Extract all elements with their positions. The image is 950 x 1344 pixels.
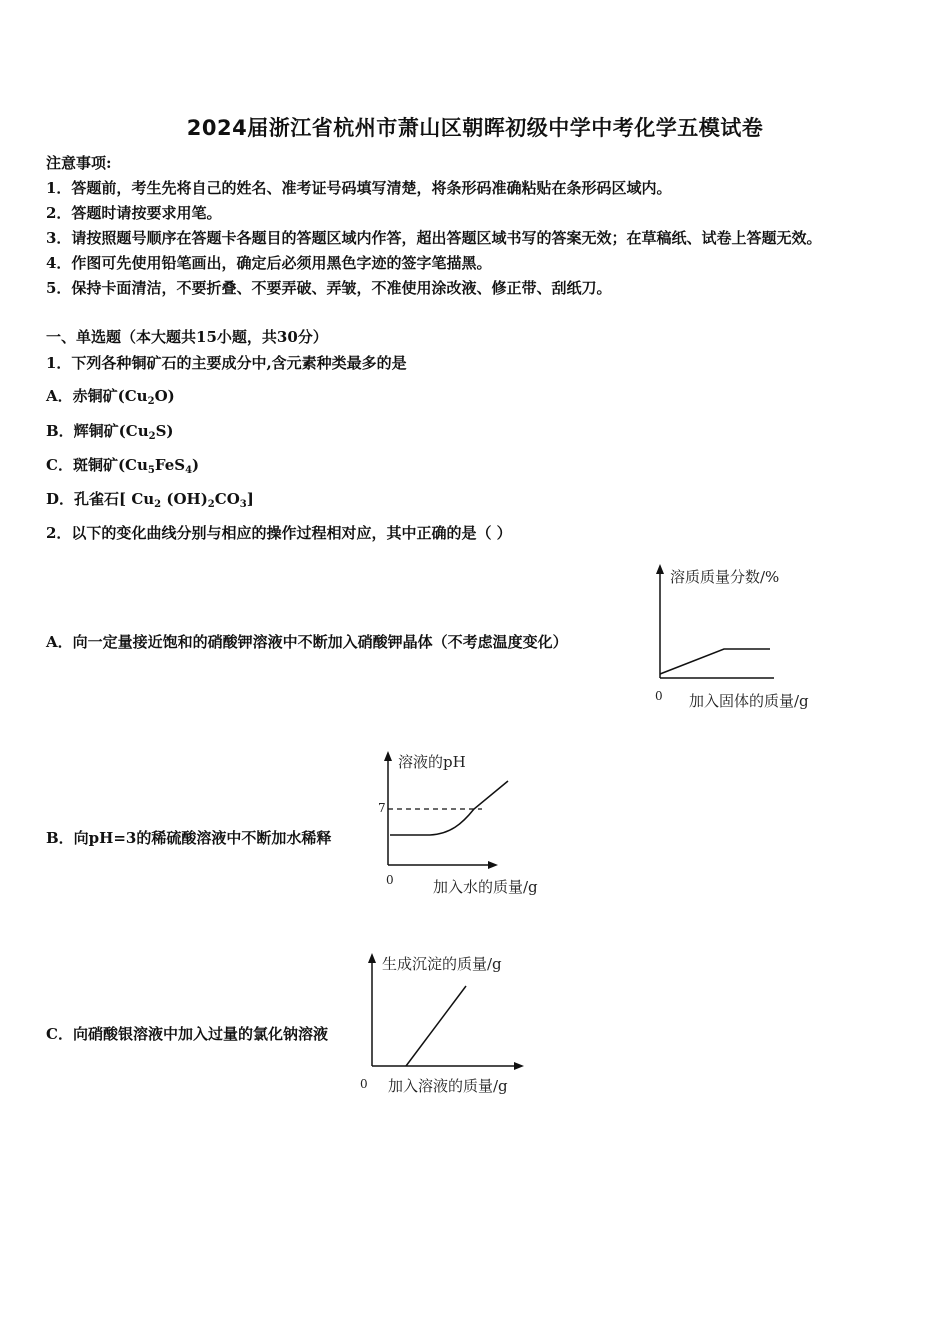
graph-c-origin: 0 xyxy=(360,1077,368,1091)
q1-option-c: C．斑铜矿$(Cu_5FeS_4)$ xyxy=(46,456,200,476)
graph-c-curve xyxy=(406,986,466,1066)
q1-option-a: A．赤铜矿$(Cu_2O)$ xyxy=(46,387,175,407)
graph-a-curve xyxy=(660,649,770,674)
notice-item-2: 2．答题时请按要求用笔。 xyxy=(46,204,222,222)
graph-c-ylabel: 生成沉淀的质量/g xyxy=(382,955,502,973)
graph-b-y-arrow xyxy=(384,751,392,761)
graph-a-ylabel: 溶质质量分数/% xyxy=(670,568,780,586)
section-heading: 一、单选题（本大题共15小题，共30分） xyxy=(46,328,328,346)
notice-item-4: 4．作图可先使用铅笔画出，确定后必须用黑色字迹的签字笔描黑。 xyxy=(46,254,492,272)
q1-option-b: B．辉铜矿$(Cu_2S)$ xyxy=(46,422,174,442)
graph-c-y-arrow xyxy=(368,953,376,963)
graph-b-ylabel: 溶液的pH xyxy=(398,753,466,771)
graph-b-tick-7: 7 xyxy=(378,801,386,815)
q1-option-d: D．孔雀石[ $Cu_2$ $(OH)_2CO_3$] xyxy=(46,490,254,510)
graph-a-xlabel: 加入固体的质量/g xyxy=(689,692,809,710)
graph-b-x-arrow xyxy=(488,861,498,869)
graph-b-xlabel: 加入水的质量/g xyxy=(433,878,538,896)
q2-option-a: A．向一定量接近饱和的硝酸钾溶液中不断加入硝酸钾晶体（不考虑温度变化） xyxy=(46,633,568,651)
notice-item-5: 5．保持卡面清洁，不要折叠、不要弄破、弄皱，不准使用涂改液、修正带、刮纸刀。 xyxy=(46,279,612,297)
notice-item-1: 1．答题前，考生先将自己的姓名、准考证号码填写清楚，将条形码准确粘贴在条形码区域内。 xyxy=(46,179,672,197)
notice-item-3: 3．请按照题号顺序在答题卡各题目的答题区域内作答，超出答题区域书写的答案无效；在草稿纸、试卷上答题无效。 xyxy=(46,229,822,247)
q2-option-b: B．向pH=3的稀硫酸溶液中不断加水稀释 xyxy=(46,829,332,847)
graph-a-y-arrow xyxy=(656,564,664,574)
graph-a-origin: 0 xyxy=(655,689,663,703)
question-1-stem: 1．下列各种铜矿石的主要成分中,含元素种类最多的是 xyxy=(46,354,407,372)
page-title: 2024届浙江省杭州市萧山区朝晖初级中学中考化学五模试卷 xyxy=(186,116,764,140)
graph-b-curve xyxy=(390,781,508,835)
graph-b-origin: 0 xyxy=(386,873,394,887)
graph-c-x-arrow xyxy=(514,1062,524,1070)
notice-heading: 注意事项: xyxy=(46,154,112,172)
question-2-stem: 2．以下的变化曲线分别与相应的操作过程相对应，其中正确的是（ ） xyxy=(46,524,512,542)
graph-c-xlabel: 加入溶液的质量/g xyxy=(388,1077,508,1095)
q2-option-c: C．向硝酸银溶液中加入过量的氯化钠溶液 xyxy=(46,1025,328,1043)
